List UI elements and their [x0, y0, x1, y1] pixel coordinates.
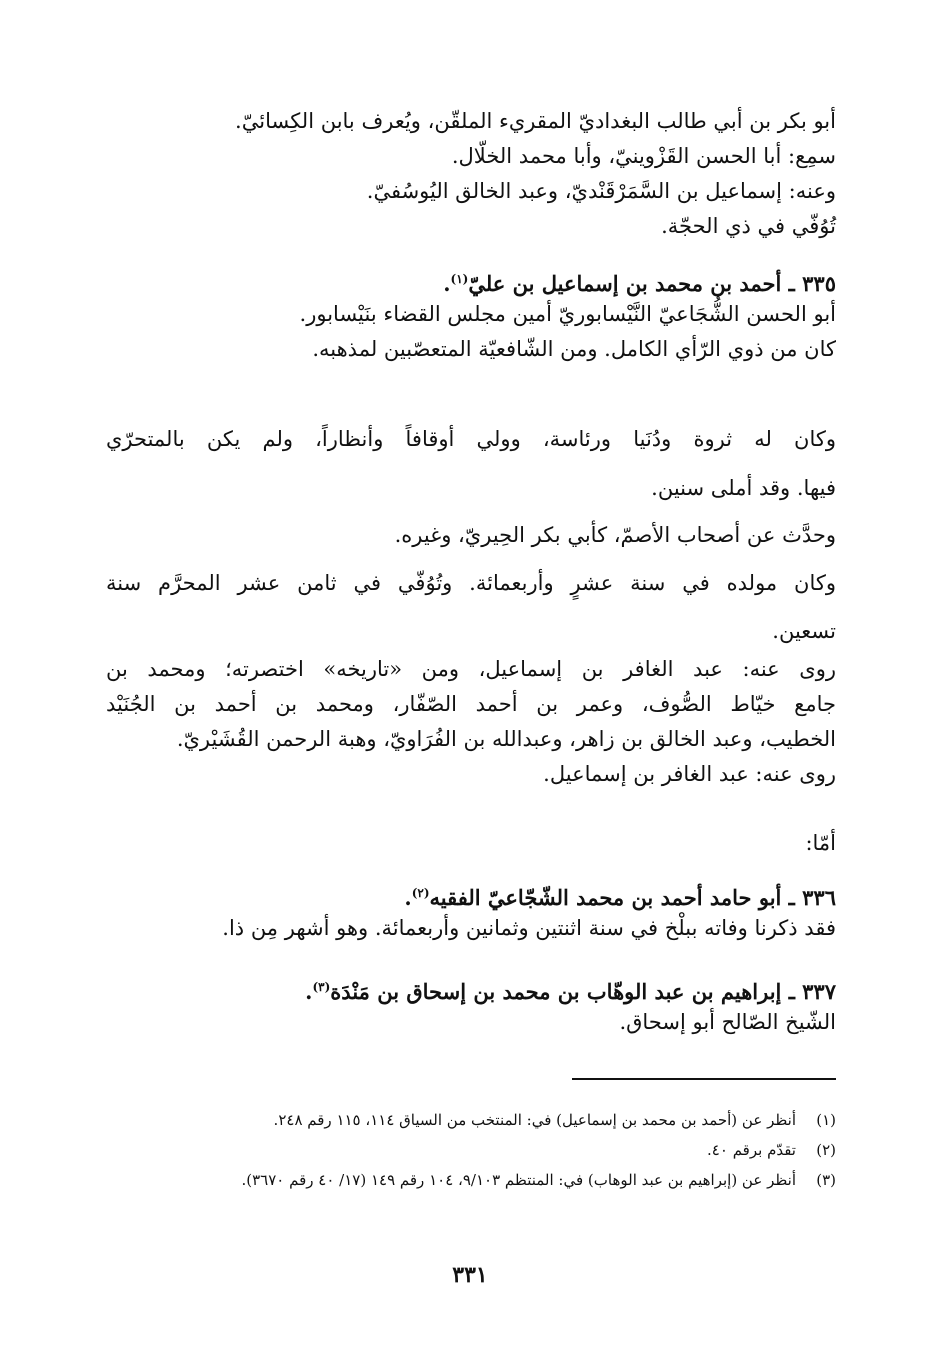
entry-heading: [106, 876, 836, 911]
text-line: وكان مولده في سنة عشرٍ وأربعمائة. وتُوُفّي في ثامن عشر المحرَّم سنة: [106, 571, 836, 595]
text-line: تُوُفّي في ذي الحجّة.: [661, 214, 836, 238]
text-line: الخطيب، وعبد الخالق بن زاهر، وعبدالله بن الفُرَاويّ، وهبة الرحمن القُشَيْريّ.: [176, 727, 836, 751]
footnote-mark: (٣): [312, 980, 331, 994]
footnote-mark: (٢): [411, 886, 430, 900]
entry-334-continuation: [106, 104, 836, 244]
paragraph: [106, 518, 836, 553]
text-line: وكان له ثروة ودُنَيا ورئاسة، وولي أوقافاً وأنظاراً، ولم يكن بالمتحرّي: [106, 427, 836, 451]
footnote-number: (٢): [816, 1141, 836, 1159]
paragraph: [106, 422, 836, 506]
footnote-number: (٣): [816, 1171, 836, 1189]
footnote-text: أنظر عن (أحمد بن محمد بن إسماعيل) في: المنتخب من السياق ١١٤، ١١٥ رقم ٢٤٨.: [273, 1111, 796, 1129]
entry-heading: [106, 262, 836, 297]
heading-text: ٣٣٥ ـ أحمد بن محمد بن إسماعيل بن عليّ: [468, 271, 836, 296]
text-line: أبو بكر بن أبي طالب البغداديّ المقريء الملقّن، ويُعرف بابن الكِسائيّ.: [235, 109, 836, 133]
text-line: روى عنه: عبد الغافر بن إسماعيل.: [543, 762, 836, 786]
footnote-text: أنظر عن (إبراهيم بن عبد الوهاب) في: المنتظم ٩/١٠٣، ١٠٤ رقم ١٤٩ (١٧/ ٤٠ رقم ٣٦٧٠).: [241, 1171, 796, 1189]
text-line: وحدَّث عن أصحاب الأصمّ، كأبي بكر الحِيريّ، وغيره.: [394, 523, 836, 547]
text-line: أمّا:: [805, 831, 836, 855]
entry-336: [106, 876, 836, 946]
entry-337: [106, 970, 836, 1040]
text-line: فقد ذكرنا وفاته ببلْخ في سنة اثنتين وثمانين وأربعمائة. وهو أشهر مِن ذا.: [222, 916, 836, 940]
footnotes: [106, 1108, 836, 1192]
paragraph: [106, 826, 836, 861]
entry-heading: [106, 970, 836, 1005]
text-line: سمِع: أبا الحسن القَزْوينيّ، وأبا محمد الخلّال.: [451, 144, 836, 168]
text-line: الشّيخ الصّالح أبو إسحاق.: [619, 1010, 836, 1034]
heading-text: ٣٣٦ ـ أبو حامد أحمد بن محمد الشّجّاعيّ الفقيه: [429, 885, 836, 910]
footnote-separator: [572, 1078, 836, 1080]
entry-335: [106, 262, 836, 367]
text-line: كان من ذوي الرّأي الكامل. ومن الشّافعيّة المتعصّبين لمذهبه.: [312, 337, 836, 361]
text-line: وعنه: إسماعيل بن السَّمَرْقَنْديّ، وعبد الخالق اليُوسُفيّ.: [366, 179, 836, 203]
text-line: أبو الحسن الشُّجَاعيّ النَّيْسابوريّ أمين مجلس القضاء بنَيْسابور.: [299, 302, 836, 326]
text-line: روى عنه: عبد الغافر بن إسماعيل، ومن «تاريخه» اختصرته؛ ومحمد بن: [106, 657, 836, 681]
text-line: فيها. وقد أملى سنين.: [651, 476, 836, 500]
text-line: جامع خيّاط الصُّوف، وعمر بن أحمد الصّفّار، ومحمد بن أحمد بن الجُنَيْد: [106, 692, 836, 716]
footnote-mark: (١): [450, 272, 469, 286]
footnote: [106, 1138, 836, 1162]
footnote-text: تقدّم برقم ٤٠.: [707, 1141, 796, 1159]
heading-text: ٣٣٧ ـ إبراهيم بن عبد الوهّاب بن محمد بن إسحاق بن مَنْدَة: [330, 979, 836, 1004]
heading-end: .: [443, 271, 451, 296]
page-number: ٣٣١: [452, 1262, 488, 1288]
text-line: تسعين.: [772, 619, 836, 643]
footnote: [106, 1168, 836, 1192]
paragraph: [106, 652, 836, 792]
heading-end: .: [404, 885, 412, 910]
footnote-number: (١): [816, 1111, 836, 1129]
paragraph: [106, 566, 836, 649]
footnote: [106, 1108, 836, 1132]
heading-end: .: [305, 979, 313, 1004]
